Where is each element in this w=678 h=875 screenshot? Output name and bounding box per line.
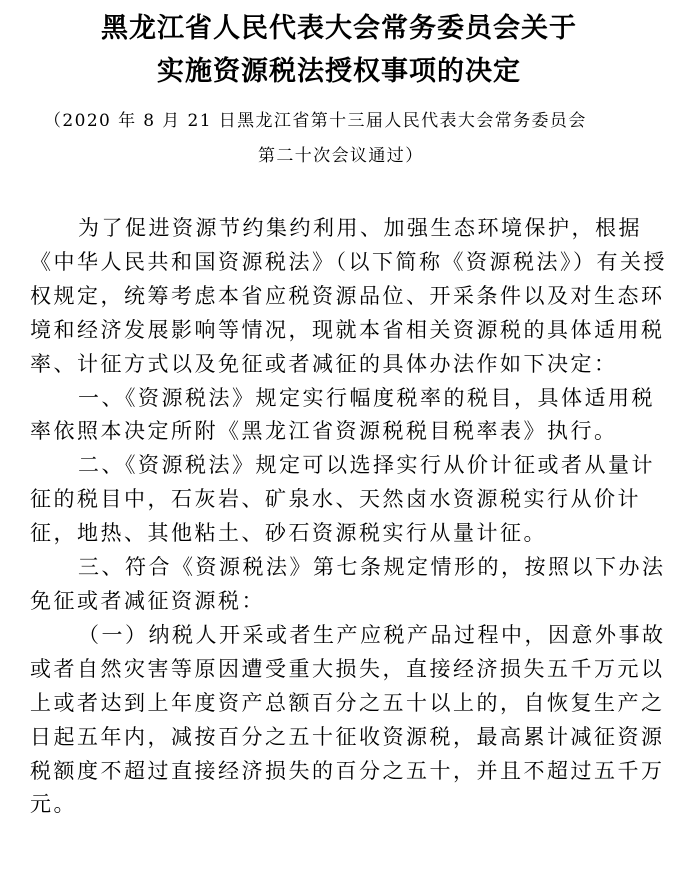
preamble-paragraph: 为了促进资源节约集约利用、加强生态环境保护，根据《中华人民共和国资源税法》（以下简称《资源税法》）有关授权规定，统筹考虑本省应税资源品位、开采条件以及对生态环境和经济发展影响等情况，现就本省相关资源税的具体适用税率、计征方式以及免征或者减征的具体办法作如下决定： bbox=[30, 216, 667, 376]
article-1-paragraph: 一、《资源税法》规定实行幅度税率的税目，具体适用税率依照本决定所附《黑龙江省资源税税目税率表》执行。 bbox=[30, 385, 655, 444]
adoption-note-line-2: 第二十次会议通过） bbox=[258, 146, 424, 166]
article-2-paragraph: 二、《资源税法》规定可以选择实行从价计征或者从量计征的税目中，石灰岩、矿泉水、天然卤水资源税实行从价计征，地热、其他粘土、砂石资源税实行从量计征。 bbox=[30, 453, 655, 546]
document-title-line-2: 实施资源税法授权事项的决定 bbox=[157, 56, 521, 87]
article-3-item-1-paragraph: （一）纳税人开采或者生产应税产品过程中，因意外事故或者自然灾害等原因遭受重大损失，直接经济损失五千万元以上或者达到上年度资产总额百分之五十以上的，自恢复生产之日起五年内，减按百分之五十征收资源税，最高累计减征资源税额度不超过直接经济损失的百分之五十，并且不超过五千万元。 bbox=[30, 622, 666, 817]
document-title-line-1: 黑龙江省人民代表大会常务委员会关于 bbox=[101, 13, 577, 44]
document-body bbox=[30, 212, 670, 822]
adoption-note-line-1: （2020 年 8 月 21 日黑龙江省第十三届人民代表大会常务委员会 bbox=[44, 111, 587, 131]
article-3-paragraph: 三、符合《资源税法》第七条规定情形的，按照以下办法免征或者减征资源税： bbox=[30, 555, 666, 613]
